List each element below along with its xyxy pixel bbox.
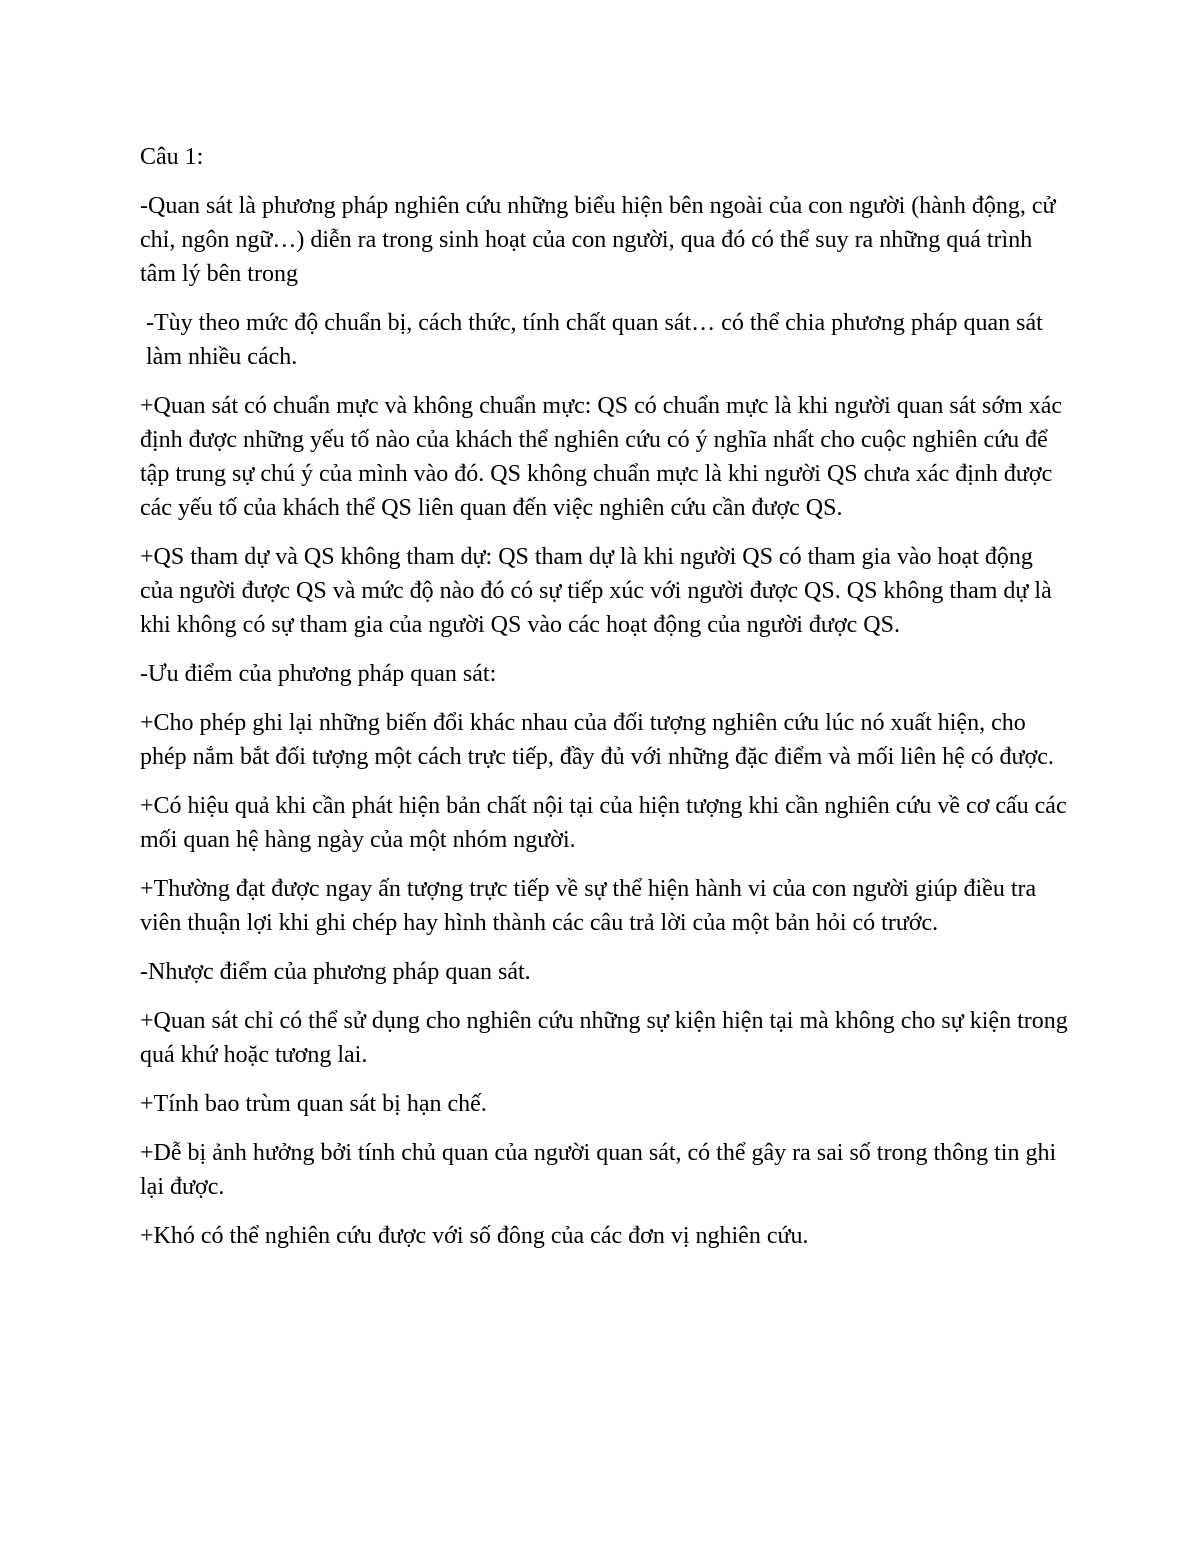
- question-heading: Câu 1:: [140, 144, 204, 170]
- paragraph-participant-observation: +QS tham dự và QS không tham dự: QS tham dự là khi người QS có tham gia vào hoạt động của người được QS và mức độ nào đó có sự tiếp xúc với người được QS. QS không tham dự là khi không có sự tham gia của người QS vào các hoạt động của người được QS.: [140, 544, 1052, 638]
- paragraph-classification: -Tùy theo mức độ chuẩn bị, cách thức, tính chất quan sát… có thể chia phương pháp quan sát làm nhiều cách.: [146, 310, 1043, 370]
- paragraph-advantage-3: +Thường đạt được ngay ấn tượng trực tiếp về sự thể hiện hành vi của con người giúp điều tra viên thuận lợi khi ghi chép hay hình thành các câu trả lời của một bản hỏi có trước.: [140, 876, 1037, 936]
- paragraph-disadvantage-2: +Tính bao trùm quan sát bị hạn chế.: [140, 1091, 487, 1117]
- paragraph-definition: -Quan sát là phương pháp nghiên cứu những biểu hiện bên ngoài của con người (hành động, cử chỉ, ngôn ngữ…) diễn ra trong sinh hoạt của con người, qua đó có thể suy ra những quá trình tâm lý bên trong: [140, 193, 1056, 287]
- paragraph-disadvantage-1: +Quan sát chỉ có thể sử dụng cho nghiên cứu những sự kiện hiện tại mà không cho sự kiện trong quá khứ hoặc tương lai.: [140, 1008, 1068, 1068]
- paragraph-standard-observation: +Quan sát có chuẩn mực và không chuẩn mực: QS có chuẩn mực là khi người quan sát sớm xác định được những yếu tố nào của khách thể nghiên cứu có ý nghĩa nhất cho cuộc nghiên cứu để tập trung sự chú ý của mình vào đó. QS không chuẩn mực là khi người QS chưa xác định được các yếu tố của khách thể QS liên quan đến việc nghiên cứu cần được QS.: [140, 393, 1063, 521]
- paragraph-advantage-2: +Có hiệu quả khi cần phát hiện bản chất nội tại của hiện tượng khi cần nghiên cứu về cơ cấu các mối quan hệ hàng ngày của một nhóm người.: [140, 793, 1067, 853]
- paragraph-disadvantage-4: +Khó có thể nghiên cứu được với số đông của các đơn vị nghiên cứu.: [140, 1223, 809, 1249]
- paragraph-advantage-1: +Cho phép ghi lại những biến đổi khác nhau của đối tượng nghiên cứu lúc nó xuất hiện, cho phép nắm bắt đối tượng một cách trực tiếp, đầy đủ với những đặc điểm và mối liên hệ có được.: [140, 710, 1054, 770]
- document-body: [140, 140, 1070, 1268]
- paragraph-advantages-heading: -Ưu điểm của phương pháp quan sát:: [140, 661, 497, 687]
- paragraph-disadvantage-3: +Dễ bị ảnh hưởng bởi tính chủ quan của người quan sát, có thể gây ra sai số trong thông tin ghi lại được.: [140, 1140, 1057, 1200]
- paragraph-disadvantages-heading: -Nhược điểm của phương pháp quan sát.: [140, 959, 531, 985]
